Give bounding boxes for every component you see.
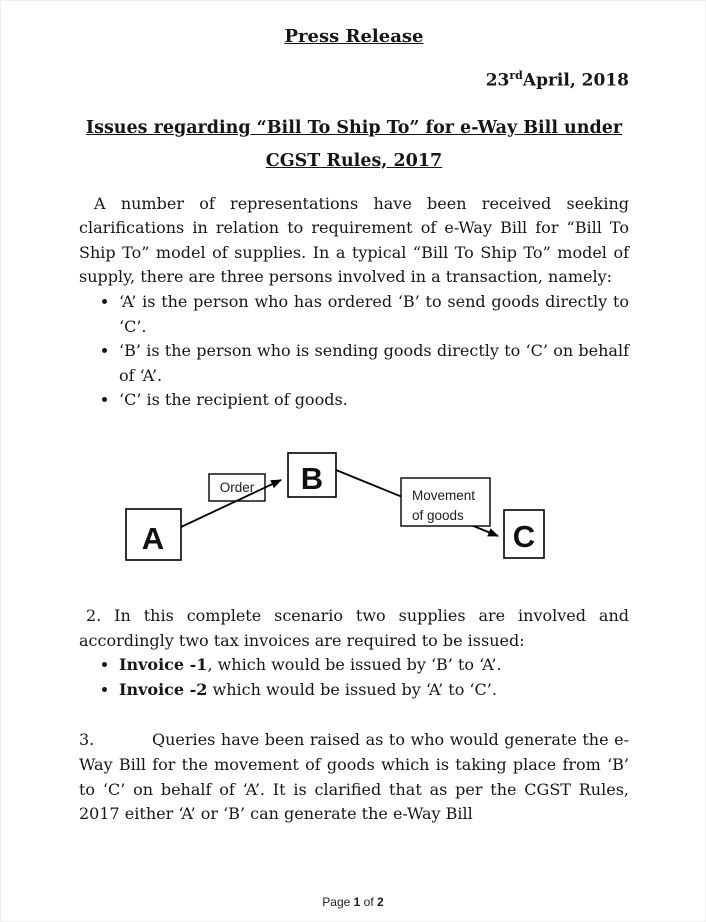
invoice-2-label: Invoice -2 [119, 679, 208, 699]
movement-label-line-2: of goods [412, 508, 464, 523]
date-rest: April, 2018 [522, 70, 629, 91]
footer-page-number: 1 [353, 895, 361, 909]
flow-diagram-svg [1, 425, 706, 595]
invoice-1-label: Invoice -1 [119, 655, 208, 675]
movement-label-line-1: Movement [412, 488, 476, 503]
document-title [79, 26, 629, 48]
heading-line-2: CGST Rules, 2017 [265, 150, 443, 171]
node-b-label: B [300, 461, 324, 496]
flow-diagram [1, 425, 706, 595]
paragraph-2: 2. In this complete scenario two supplies are involved and accordingly two tax invoices are required to be issued: [79, 606, 629, 650]
order-label: Order [219, 480, 255, 495]
bullet-person-b: • ‘B’ is the person who is sending goods directly to ‘C’ on behalf of ‘A’. [119, 339, 629, 388]
footer-of-word: of [363, 895, 374, 909]
document-heading [79, 112, 629, 178]
date-day: 23 [485, 70, 510, 91]
paragraph-1: A number of representations have been received seeking clarifications in relation to requirement of e-Way Bill for “Bill To Ship To” model of supplies. In a typical “Bill To Ship To” model of supply, there are three persons involved in a transaction, namely: [79, 193, 629, 287]
date-ordinal: rd [509, 69, 523, 82]
heading-line-1: Issues regarding “Bill To Ship To” for e-Way Bill under [85, 117, 623, 138]
document-date [79, 69, 629, 91]
paragraph-3-text: Queries have been raised as to who would generate the e-Way Bill for the movement of goods which is taking place from ‘B’ to ‘C’ on behalf of ‘A’. It is clarified that as per the CGST Rules, 2017 either ‘A’ or ‘B’ can generate the e-Way Bill [79, 730, 629, 824]
bullet-list-invoices [79, 653, 629, 702]
bullet-person-a: • ‘A’ is the person who has ordered ‘B’ to send goods directly to ‘C’. [119, 290, 629, 339]
node-a-label: A [141, 521, 165, 556]
document-title-text: Press Release [284, 26, 424, 47]
node-c-label: C [512, 519, 536, 554]
footer-total-pages: 2 [377, 895, 384, 909]
paragraph-3 [79, 728, 629, 826]
page-footer [1, 895, 705, 909]
bullet-invoice-2: • Invoice -2 which would be issued by ‘A’ to ‘C’. [119, 678, 629, 703]
bullet-invoice-1: • Invoice -1, which would be issued by ‘B’ to ‘A’. [119, 653, 629, 678]
bullet-list-persons [79, 290, 629, 413]
paragraph-3-number: 3. [79, 730, 95, 750]
footer-page-word: Page [322, 895, 351, 909]
bullet-person-c: • ‘C’ is the recipient of goods. [119, 388, 629, 413]
